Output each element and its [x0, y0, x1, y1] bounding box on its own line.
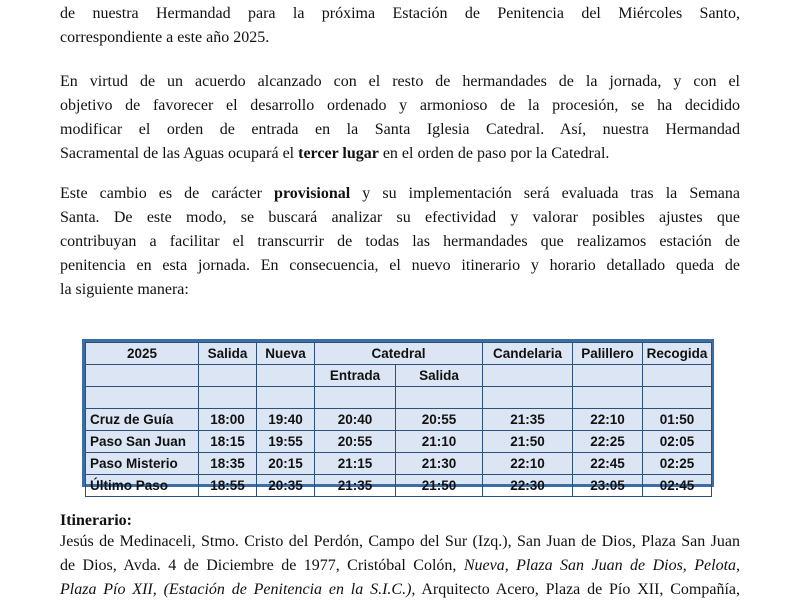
emphasis-tercer-lugar: tercer lugar [298, 145, 379, 162]
table-spacer-row [86, 387, 712, 409]
time-entrada: 20:55 [315, 431, 396, 453]
time-candelaria: 21:35 [483, 409, 573, 431]
text-line: penitencia en esta jornada. En consecuencia, el nuevo itinerario y horario detallado queda de [60, 257, 740, 274]
time-palillero: 22:25 [573, 431, 643, 453]
header-nueva: Nueva [257, 343, 315, 365]
time-recogida: 01:50 [643, 409, 712, 431]
text-line [60, 554, 740, 578]
paragraph-intro [60, 2, 740, 50]
paragraph-provisional [60, 182, 740, 302]
text-line: En virtud de un acuerdo alcanzado con el resto de hermandades de la jornada, y con el [60, 73, 740, 90]
time-candelaria: 22:10 [483, 453, 573, 475]
table-cell [643, 387, 712, 409]
row-label: Cruz de Guía [86, 409, 199, 431]
time-palillero: 23:05 [573, 475, 643, 497]
time-nueva: 19:40 [257, 409, 315, 431]
text-segment: en el orden de paso por la Catedral. [378, 145, 610, 162]
text-line: correspondiente a este año 2025. [60, 29, 270, 46]
header-candelaria: Candelaria [483, 343, 573, 365]
time-candelaria: 22:30 [483, 475, 573, 497]
table-cell [257, 365, 315, 387]
text-line: de nuestra Hermandad para la próxima Estación de Penitencia del Miércoles Santo, [60, 5, 740, 22]
itinerary-text [60, 530, 740, 602]
emphasis-provisional: provisional [274, 185, 351, 202]
table-cell [86, 365, 199, 387]
table-cell [86, 387, 199, 409]
table-header-row [86, 343, 712, 365]
time-catedral-salida: 21:30 [396, 453, 483, 475]
table-cell [483, 365, 573, 387]
header-palillero: Palillero [573, 343, 643, 365]
table-cell [199, 365, 257, 387]
text-line [60, 578, 740, 602]
text-segment: de Dios, Avda. 4 de Diciembre de 1977, Cristóbal Colón, [60, 557, 464, 574]
time-nueva: 20:35 [257, 475, 315, 497]
time-salida: 18:35 [199, 453, 257, 475]
time-entrada: 21:15 [315, 453, 396, 475]
table-subheader-row [86, 365, 712, 387]
table-cell [199, 387, 257, 409]
time-candelaria: 21:50 [483, 431, 573, 453]
italic-segment: Plaza Pío XII, (Estación de Penitencia en la S.I.C.), [60, 581, 416, 598]
header-catedral-salida: Salida [396, 365, 483, 387]
text-segment: Arquitecto Acero, Plaza de Pío XII, Compañía, [415, 581, 740, 598]
time-salida: 18:55 [199, 475, 257, 497]
time-salida: 18:00 [199, 409, 257, 431]
text-line [60, 142, 740, 166]
row-label: Último Paso [86, 475, 199, 497]
table-cell [573, 387, 643, 409]
time-salida: 18:15 [199, 431, 257, 453]
table-row [86, 431, 712, 453]
time-nueva: 20:15 [257, 453, 315, 475]
text-line: Santa. De este modo, se buscará analizar su efectividad y valorar posibles ajustes que [60, 209, 740, 226]
text-segment: y su implementación será evaluada tras la Semana [350, 185, 740, 202]
paragraph-agreement [60, 70, 740, 166]
itinerary-title: Itinerario: [60, 512, 132, 529]
header-salida: Salida [199, 343, 257, 365]
time-recogida: 02:45 [643, 475, 712, 497]
table-row [86, 475, 712, 497]
italic-segment: Nueva, Plaza San Juan de Dios, Pelota, [463, 557, 741, 574]
text-segment: Sacramental de las Aguas ocupará el [60, 145, 299, 162]
row-label: Paso Misterio [86, 453, 199, 475]
text-line: Jesús de Medinaceli, Stmo. Cristo del Perdón, Campo del Sur (Izq.), San Juan de Dios, Plaza San Juan [60, 533, 740, 550]
table-row [86, 409, 712, 431]
time-nueva: 19:55 [257, 431, 315, 453]
table-cell [483, 387, 573, 409]
table-cell [315, 387, 396, 409]
time-catedral-salida: 21:50 [396, 475, 483, 497]
row-label: Paso San Juan [86, 431, 199, 453]
text-segment: Este cambio es de carácter [60, 185, 275, 202]
time-entrada: 20:40 [315, 409, 396, 431]
text-line [60, 182, 740, 206]
time-palillero: 22:10 [573, 409, 643, 431]
text-line: modificar el orden de entrada en la Santa Iglesia Catedral. Así, nuestra Hermandad [60, 121, 740, 138]
schedule-table [82, 339, 714, 493]
table-cell [257, 387, 315, 409]
time-palillero: 22:45 [573, 453, 643, 475]
header-entrada: Entrada [315, 365, 396, 387]
table-cell [643, 365, 712, 387]
time-catedral-salida: 21:10 [396, 431, 483, 453]
time-entrada: 21:35 [315, 475, 396, 497]
table-cell [573, 365, 643, 387]
header-recogida: Recogida [643, 343, 712, 365]
text-line: contribuyan a facilitar el transcurrir de todas las hermandades que realizamos estación de [60, 233, 740, 250]
table-row [86, 453, 712, 475]
table-cell [396, 387, 483, 409]
time-recogida: 02:05 [643, 431, 712, 453]
time-recogida: 02:25 [643, 453, 712, 475]
time-catedral-salida: 20:55 [396, 409, 483, 431]
header-year: 2025 [86, 343, 199, 365]
header-catedral: Catedral [315, 343, 483, 365]
text-line: objetivo de favorecer el desarrollo ordenado y armonioso de la procesión, se ha decidido [60, 97, 740, 114]
text-line: la siguiente manera: [60, 281, 189, 298]
